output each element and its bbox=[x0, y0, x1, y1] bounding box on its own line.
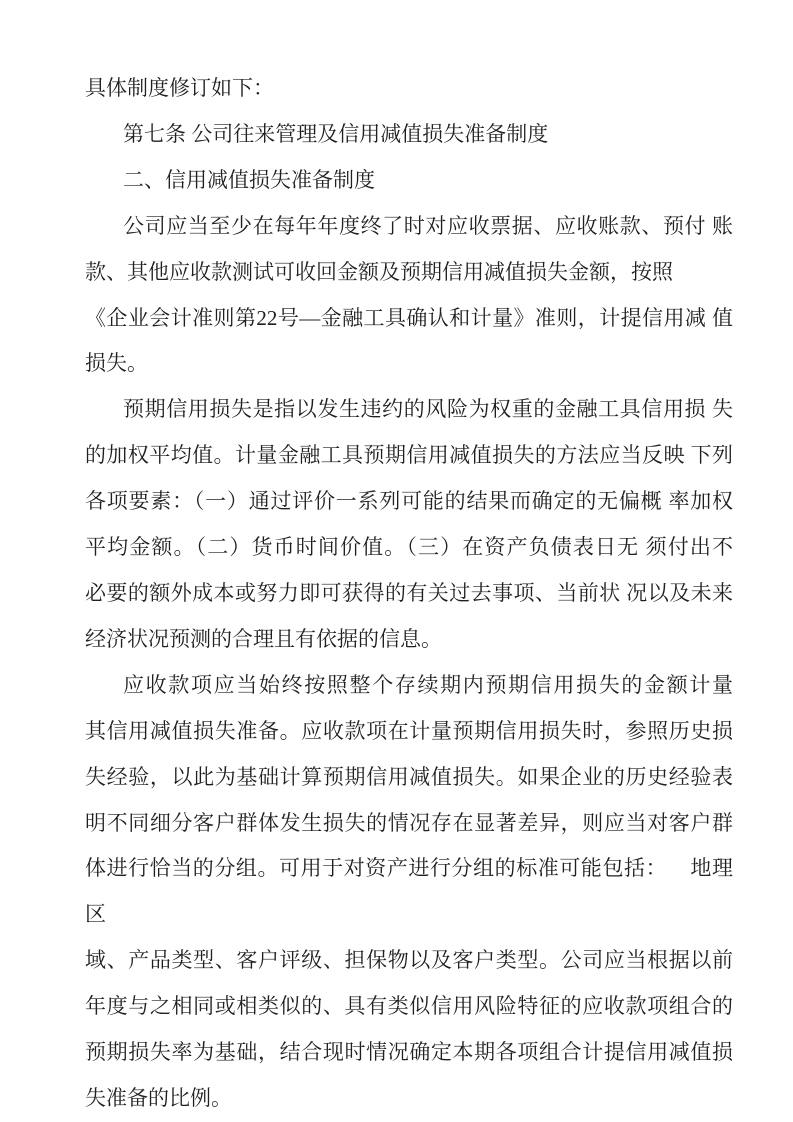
text-line: 款、其他应收款测试可收回金额及预期信用减值损失金额，按照 bbox=[85, 259, 673, 284]
text-line: 《企业会计准则第22号—金融工具确认和计量》准则，计提信用减 值 bbox=[85, 305, 733, 330]
text-line: 体进行恰当的分组。可用于对资产进行分组的标准可能包括： 地理区 bbox=[85, 856, 733, 927]
text-line: 域、产品类型、客户评级、担保物以及客户类型。公司应当根据以前 bbox=[85, 948, 733, 973]
text-line: 失经验，以此为基础计算预期信用减值损失。如果企业的历史经验表 bbox=[85, 764, 733, 789]
text-line: 第七条 公司往来管理及信用减值损失准备制度 bbox=[123, 121, 549, 146]
text-line: 其信用减值损失准备。应收款项在计量预期信用损失时，参照历史损 bbox=[85, 718, 733, 743]
text-line: 公司应当至少在每年年度终了时对应收票据、应收账款、预付 账 bbox=[123, 213, 733, 238]
text-line: 预期损失率为基础，结合现时情况确定本期各项组合计提信用减值损 bbox=[85, 1040, 733, 1065]
text-line: 具体制度修订如下： bbox=[85, 76, 274, 100]
text-line: 失准备的比例。 bbox=[85, 1085, 232, 1110]
text-line: 明不同细分客户群体发生损失的情况存在显著差异，则应当对客户群 bbox=[85, 810, 733, 835]
text-line: 必要的额外成本或努力即可获得的有关过去事项、当前状 况以及未来 bbox=[85, 580, 733, 605]
text-line: 经济状况预测的合理且有依据的信息。 bbox=[85, 626, 442, 651]
document-text-block bbox=[85, 66, 733, 1122]
text-line: 年度与之相同或相类似的、具有类似信用风险特征的应收款项组合的 bbox=[85, 994, 733, 1019]
text-line: 各项要素：（一）通过评价一系列可能的结果而确定的无偏概 率加权 bbox=[85, 489, 733, 514]
text-line: 损失。 bbox=[85, 351, 148, 376]
text-line: 的加权平均值。计量金融工具预期信用减值损失的方法应当反映 下列 bbox=[85, 443, 733, 468]
text-line: 预期信用损失是指以发生违约的风险为权重的金融工具信用损 失 bbox=[123, 397, 733, 422]
text-line: 二、信用减值损失准备制度 bbox=[123, 167, 375, 192]
text-line: 应收款项应当始终按照整个存续期内预期信用损失的金额计量 bbox=[123, 672, 733, 697]
text-line: 平均金额。（二）货币时间价值。（三）在资产负债表日无 须付出不 bbox=[85, 535, 733, 560]
